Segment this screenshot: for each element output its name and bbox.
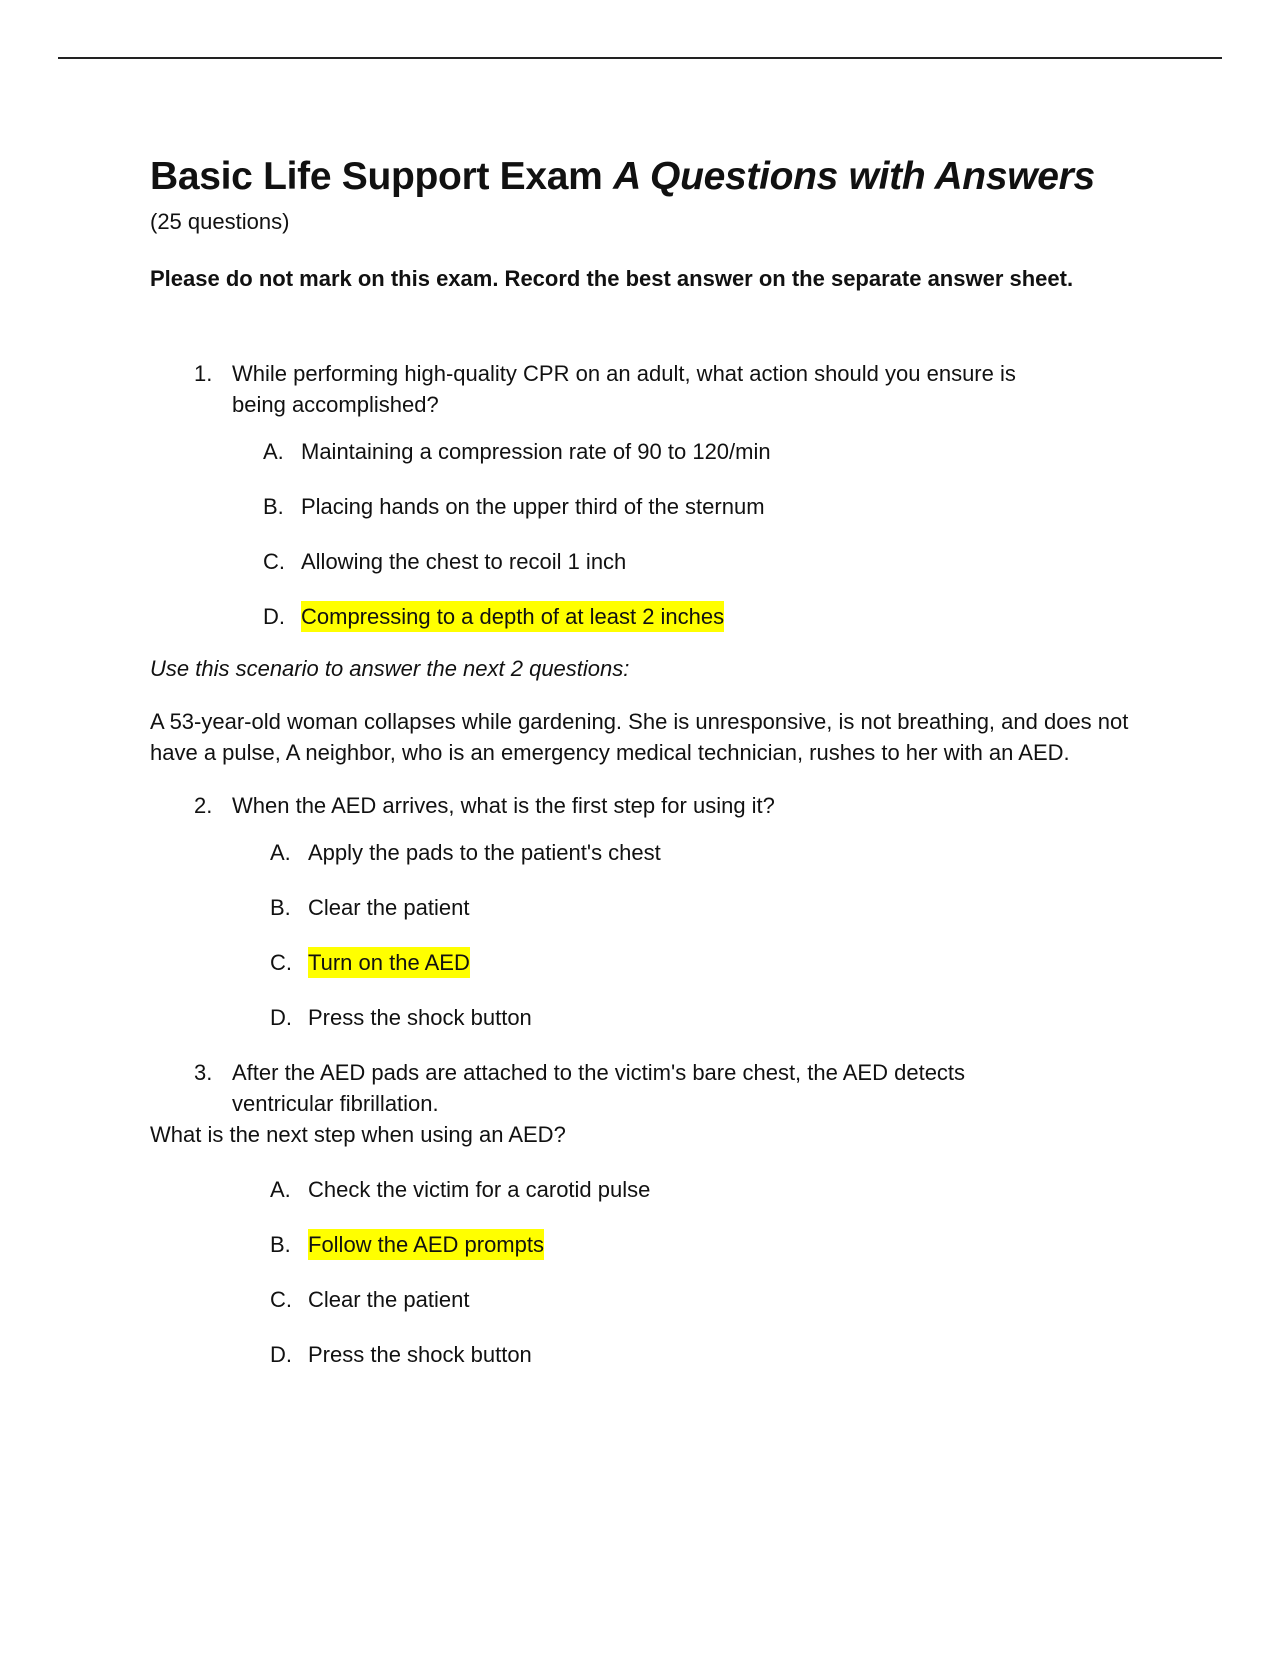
scenario-text: A 53-year-old woman collapses while gardening. She is unresponsive, is not breathing, and does not have a pulse, A neighbor, who is an emergency medical technician, rushes to her with an AED. [150,709,1129,765]
option-label: A. [270,1177,291,1202]
title-italic: A Questions with Answers [613,155,1095,198]
exam-page [150,150,1150,1394]
option-label: D. [263,604,285,629]
page-title [150,150,1150,204]
option-label: B. [270,1232,291,1257]
option-label: A. [263,439,284,464]
option-c [150,546,1150,577]
option-text: Press the shock button [308,1342,532,1367]
exam-instruction: Please do not mark on this exam. Record the best answer on the separate answer sheet. [150,266,1074,291]
option-c [150,1284,1150,1315]
option-d [150,601,1150,632]
option-text: Clear the patient [308,1287,470,1312]
option-c [150,947,1150,978]
option-text: Check the victim for a carotid pulse [308,1177,651,1202]
question-1-options [150,436,1150,632]
option-b [150,1229,1150,1260]
option-label: D. [270,1005,292,1030]
question-number: 3. [194,1060,213,1085]
option-a [150,837,1150,868]
option-label: B. [263,494,284,519]
question-3 [150,1057,1150,1119]
option-a [150,436,1150,467]
highlighted-answer: Turn on the AED [308,947,470,978]
question-2-options [150,837,1150,1033]
option-label: B. [270,895,291,920]
option-label: C. [263,549,285,574]
option-label: C. [270,950,292,975]
question-text: After the AED pads are attached to the victim's bare chest, the AED detects ventricular fibrillation. [232,1060,966,1116]
question-count: (25 questions) [150,209,290,234]
option-d [150,1002,1150,1033]
option-text: Maintaining a compression rate of 90 to 120/min [301,439,771,464]
option-text: Placing hands on the upper third of the sternum [301,494,765,519]
option-d [150,1339,1150,1370]
question-3-options [150,1174,1150,1370]
title-main: Basic Life Support Exam [150,155,614,198]
option-b [150,892,1150,923]
option-label: A. [270,840,291,865]
highlighted-answer: Follow the AED prompts [308,1229,544,1260]
question-2 [150,790,1150,821]
question-text: While performing high-quality CPR on an adult, what action should you ensure is being accomplished? [232,361,1016,417]
option-b [150,491,1150,522]
option-a [150,1174,1150,1205]
question-1 [150,358,1150,420]
question-text: When the AED arrives, what is the first step for using it? [232,793,775,818]
question-3-followup: What is the next step when using an AED? [150,1122,566,1147]
highlighted-answer: Compressing to a depth of at least 2 inches [301,601,724,632]
option-text: Clear the patient [308,895,470,920]
option-label: D. [270,1342,292,1367]
option-text: Apply the pads to the patient's chest [308,840,661,865]
option-label: C. [270,1287,292,1312]
question-number: 1. [194,361,213,386]
header-rule [58,57,1222,59]
option-text: Allowing the chest to recoil 1 inch [301,549,627,574]
option-text: Press the shock button [308,1005,532,1030]
question-number: 2. [194,793,213,818]
scenario-intro: Use this scenario to answer the next 2 questions: [150,656,630,681]
